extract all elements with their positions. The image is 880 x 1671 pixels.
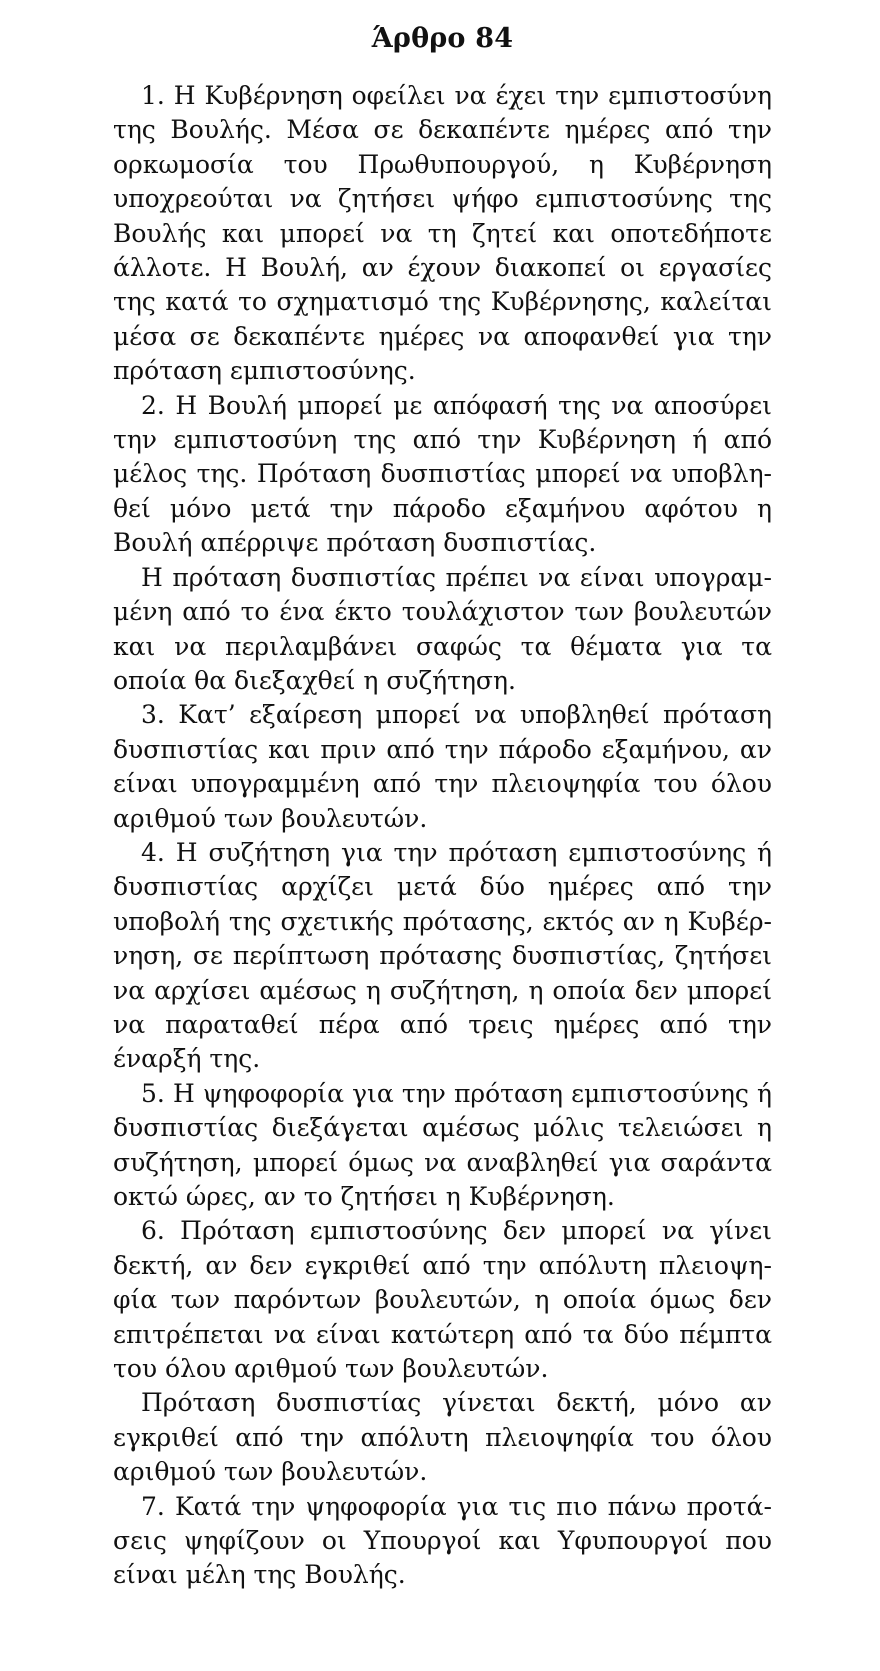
paragraph-6: 6. Πρόταση εμπιστοσύνης δεν μπορεί να γίνει δεκτή, αν δεν εγκριθεί από την απόλυτη πλειοψηφία των παρόντων βουλευτών, η οποία όμως δεν επιτρέπεται να είναι κατώτερη από τα δύο πέμπτα του όλου αριθμού των βουλευτών. xyxy=(113,1216,772,1384)
paragraph-2: 2. Η Βουλή μπορεί με απόφασή της να αποσύρει την εμπιστοσύνη της από την Κυβέρνηση ή από μέλος της. Πρόταση δυσπιστίας μπορεί να υποβληθεί μόνο μετά την πάροδο εξαμήνου αφότου η Βουλή απέρριψε πρόταση δυσπιστίας. xyxy=(113,390,772,558)
paragraph-6-subsection: Πρόταση δυσπιστίας γίνεται δεκτή, μόνο αν εγκριθεί από την απόλυτη πλειοψηφία του όλου αριθμού των βουλευτών. xyxy=(113,1388,772,1487)
paragraph-4: 4. Η συζήτηση για την πρόταση εμπιστοσύνης ή δυσπιστίας αρχίζει μετά δύο ημέρες από την υποβολή της σχετικής πρότασης, εκτός αν η Κυβέρνηση, σε περίπτωση πρότασης δυσπιστίας, ζητήσει να αρχίσει αμέσως η συζήτηση, η οποία δεν μπορεί να παραταθεί πέρα από τρεις ημέρες από την έναρξή της. xyxy=(113,837,772,1074)
paragraph-3: 3. Κατ’ εξαίρεση μπορεί να υποβληθεί πρόταση δυσπιστίας και πριν από την πάροδο εξαμήνου, αν είναι υπογραμμένη από την πλειοψηφία του όλου αριθμού των βουλευτών. xyxy=(113,700,772,833)
article-title: Άρθρο 84 xyxy=(371,23,514,54)
paragraph-7: 7. Κατά την ψηφοφορία για τις πιο πάνω προτάσεις ψηφίζουν οι Υπουργοί και Υφυπουργοί που είναι μέλη της Βουλής. xyxy=(113,1491,772,1590)
paragraph-1: 1. Η Κυβέρνηση οφείλει να έχει την εμπιστοσύνη της Βουλής. Μέσα σε δεκαπέντε ημέρες από την ορκωμοσία του Πρωθυπουργού, η Κυβέρνηση υποχρεούται να ζητήσει ψήφο εμπιστοσύνης της Βουλής και μπορεί να τη ζητεί και οποτεδήποτε άλλοτε. Η Βουλή, αν έχουν διακοπεί οι εργασίες της κατά το σχηματισμό της Κυβέρνησης, καλείται μέσα σε δεκαπέντε ημέρες να αποφανθεί για την πρόταση εμπιστοσύνης. xyxy=(113,81,772,386)
paragraph-2-subsection: Η πρόταση δυσπιστίας πρέπει να είναι υπογραμμένη από το ένα έκτο τουλάχιστον των βουλευτών και να περιλαμβάνει σαφώς τα θέματα για τα οποία θα διεξαχθεί η συζήτηση. xyxy=(113,562,772,695)
paragraph-5: 5. Η ψηφοφορία για την πρόταση εμπιστοσύνης ή δυσπιστίας διεξάγεται αμέσως μόλις τελειώσει η συζήτηση, μπορεί όμως να αναβληθεί για σαράντα οκτώ ώρες, αν το ζητήσει η Κυβέρνηση. xyxy=(113,1078,772,1211)
